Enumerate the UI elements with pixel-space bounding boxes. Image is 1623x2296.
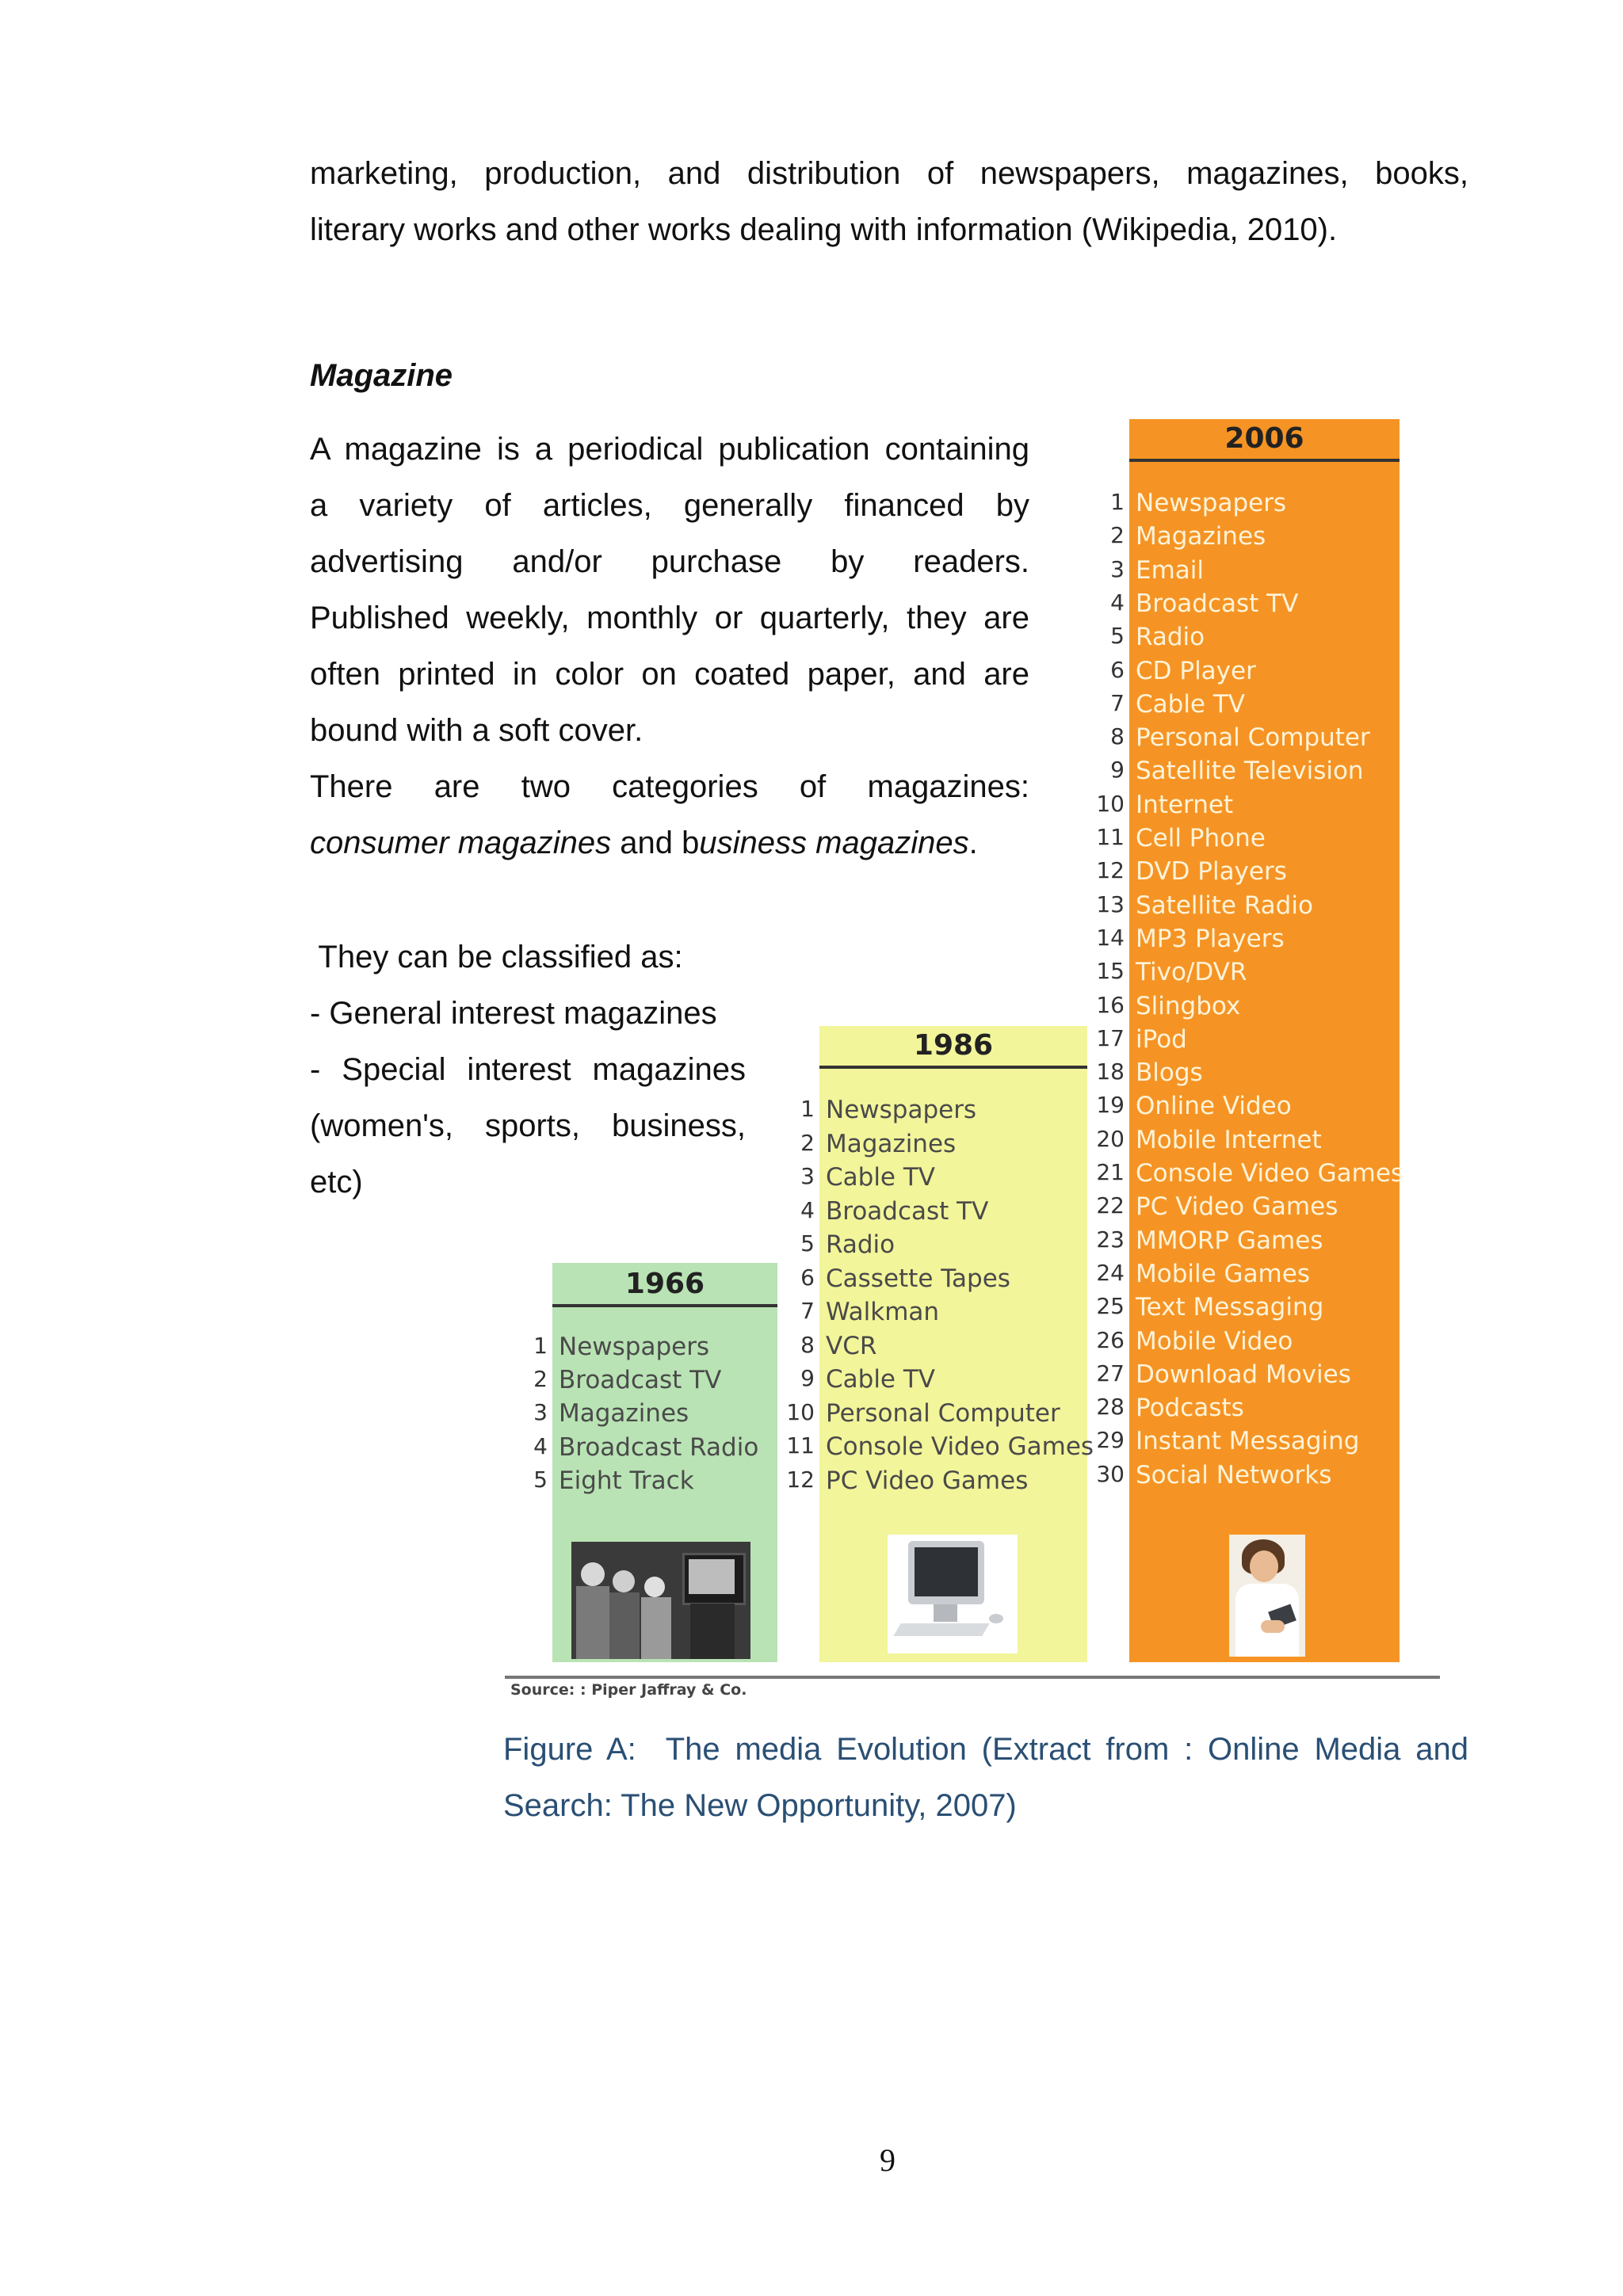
rank-number: 11 <box>786 1432 815 1459</box>
desktop-computer-photo <box>888 1535 1018 1653</box>
rank-label: Social Networks <box>1136 1460 1332 1489</box>
figure-baseline <box>505 1676 1440 1679</box>
rank-label: Internet <box>1136 790 1234 819</box>
rank-label: Mobile Games <box>1136 1259 1310 1288</box>
rank-label: iPod <box>1136 1024 1187 1054</box>
rank-label: PC Video Games <box>1136 1192 1338 1222</box>
rank-number: 5 <box>1110 623 1125 650</box>
rank-number: 23 <box>1096 1226 1125 1253</box>
rank-label: Magazines <box>826 1129 957 1158</box>
rank-label: Console Video Games <box>1136 1159 1404 1188</box>
classification-item-special-cont: (women's, sports, business, <box>310 1108 746 1143</box>
rank-number: 27 <box>1096 1360 1125 1386</box>
categories-line: There are two categories of magazines: <box>310 769 1029 804</box>
rank-number: 16 <box>1096 991 1125 1018</box>
consumer-magazines-term: consumer magazines <box>310 826 612 860</box>
business-magazines-term: usiness magazines <box>699 826 969 860</box>
intro-line-2: literary works and other works dealing with information (Wikipedia, 2010). <box>310 212 1338 247</box>
rank-label: Broadcast TV <box>1136 589 1299 618</box>
rank-label: Personal Computer <box>1136 723 1370 753</box>
rank-number: 3 <box>533 1399 548 1426</box>
rank-number: 6 <box>800 1264 815 1291</box>
categories-period: . <box>968 826 978 860</box>
rank-number: 6 <box>1110 656 1125 683</box>
rank-label: Console Video Games <box>826 1432 1094 1461</box>
intro-line-1: marketing, production, and distribution of newspapers, magazines, books, <box>310 156 1468 191</box>
figure-caption <box>503 1722 1468 1834</box>
rank-label: Mobile Video <box>1136 1326 1293 1356</box>
figure-caption-line-2: Search: The New Opportunity, 2007) <box>503 1788 1017 1823</box>
rank-number: 9 <box>800 1365 815 1391</box>
rank-number: 5 <box>800 1230 815 1257</box>
rank-number: 2 <box>800 1129 815 1156</box>
column-2006 <box>1096 419 1404 1662</box>
rank-label: VCR <box>826 1331 877 1360</box>
magazine-line: A magazine is a periodical publication containing <box>310 432 1029 467</box>
rank-label: Online Video <box>1136 1092 1292 1121</box>
rank-number: 21 <box>1096 1159 1125 1185</box>
rank-label: Cassette Tapes <box>826 1264 1010 1293</box>
rank-label: CD Player <box>1136 656 1256 685</box>
rank-number: 25 <box>1096 1293 1125 1320</box>
rank-label: Instant Messaging <box>1136 1427 1360 1456</box>
classification-item-special-end: etc) <box>310 1165 363 1199</box>
magazine-line: Published weekly, monthly or quarterly, they are <box>310 601 1029 635</box>
rank-number: 1 <box>800 1096 815 1122</box>
rank-label: Broadcast TV <box>826 1196 989 1226</box>
rank-number: 12 <box>1096 857 1125 884</box>
rank-number: 10 <box>1096 790 1125 817</box>
column-year-1966: 1966 <box>624 1268 705 1300</box>
column-rule <box>1129 459 1400 462</box>
rank-label: Mobile Internet <box>1136 1125 1322 1154</box>
rank-number: 12 <box>786 1466 815 1493</box>
rank-number: 3 <box>800 1163 815 1189</box>
rank-number: 30 <box>1096 1460 1125 1487</box>
rank-number: 9 <box>1110 757 1125 784</box>
figure-caption-line-1: Figure A: The media Evolution (Extract from : Online Media and <box>503 1732 1468 1767</box>
rank-label: Download Movies <box>1136 1360 1351 1389</box>
figure-source: Source: : Piper Jaffray & Co. <box>510 1681 747 1699</box>
rank-label: Newspapers <box>559 1333 710 1361</box>
rank-number: 10 <box>786 1398 815 1425</box>
rank-number: 17 <box>1096 1024 1125 1051</box>
rank-number: 22 <box>1096 1192 1125 1219</box>
rank-number: 26 <box>1096 1326 1125 1353</box>
rank-label: Satellite Television <box>1136 757 1364 786</box>
rank-label: MMORP Games <box>1136 1226 1323 1255</box>
rank-label: Magazines <box>559 1399 689 1428</box>
rank-number: 14 <box>1096 924 1125 951</box>
rank-number: 29 <box>1096 1427 1125 1454</box>
rank-label: Cable TV <box>1136 689 1246 719</box>
column-year-2006: 2006 <box>1224 422 1304 455</box>
classification-item-special: - Special interest magazines <box>310 1052 746 1087</box>
rank-label: Tivo/DVR <box>1136 958 1247 987</box>
classification-item-general: - General interest magazines <box>310 996 717 1031</box>
rank-label: Text Messaging <box>1136 1293 1324 1322</box>
rank-label: Podcasts <box>1136 1394 1244 1423</box>
rank-number: 13 <box>1096 891 1125 917</box>
section-heading-magazine: Magazine <box>310 358 453 393</box>
rank-number: 2 <box>533 1366 548 1393</box>
classification-list <box>310 929 746 1211</box>
rank-label: Newspapers <box>1136 489 1287 517</box>
column-1986 <box>786 1026 1094 1662</box>
categories-and: and b <box>611 826 700 860</box>
magazine-paragraph <box>310 421 1029 871</box>
rank-number: 4 <box>800 1196 815 1223</box>
rank-label: Cable TV <box>826 1163 936 1192</box>
rank-label: Walkman <box>826 1298 940 1326</box>
rank-label: Personal Computer <box>826 1398 1060 1428</box>
rank-label: MP3 Players <box>1136 924 1285 953</box>
rank-number: 2 <box>1110 522 1125 549</box>
rank-label: Email <box>1136 555 1205 585</box>
magazine-line: bound with a soft cover. <box>310 713 643 748</box>
rank-label: DVD Players <box>1136 857 1287 887</box>
column-rule <box>819 1066 1087 1069</box>
rank-label: Satellite Radio <box>1136 891 1313 920</box>
rank-number: 20 <box>1096 1125 1125 1152</box>
rank-number: 5 <box>533 1466 548 1493</box>
rank-label: Eight Track <box>559 1466 694 1495</box>
page-number: 9 <box>880 2142 896 2178</box>
magazine-line: a variety of articles, generally financed by <box>310 488 1029 523</box>
rank-number: 7 <box>800 1298 815 1324</box>
rank-label: Broadcast TV <box>559 1366 722 1395</box>
column-1966 <box>533 1263 777 1662</box>
rank-number: 11 <box>1096 824 1125 850</box>
woman-with-pda-photo <box>1229 1535 1305 1657</box>
rank-number: 8 <box>800 1331 815 1358</box>
rank-label: Magazines <box>1136 522 1266 551</box>
rank-number: 24 <box>1096 1259 1125 1286</box>
rank-number: 7 <box>1110 689 1125 716</box>
column-rule <box>552 1304 777 1307</box>
classification-intro: They can be classified as: <box>310 940 683 974</box>
rank-number: 1 <box>1110 489 1125 515</box>
rank-label: Broadcast Radio <box>559 1432 759 1462</box>
rank-number: 1 <box>533 1333 548 1359</box>
rank-number: 3 <box>1110 555 1125 582</box>
categories-types-line <box>310 815 1029 871</box>
rank-number: 19 <box>1096 1092 1125 1119</box>
rank-label: Radio <box>826 1230 896 1259</box>
rank-number: 15 <box>1096 958 1125 985</box>
rank-label: Cable TV <box>826 1365 936 1394</box>
rank-label: Radio <box>1136 623 1205 652</box>
rank-number: 8 <box>1110 723 1125 750</box>
rank-label: PC Video Games <box>826 1466 1029 1495</box>
vintage-tv-family-photo <box>571 1542 750 1659</box>
rank-number: 4 <box>1110 589 1125 616</box>
intro-paragraph <box>310 146 1468 258</box>
magazine-line: often printed in color on coated paper, and are <box>310 657 1029 692</box>
rank-label: Slingbox <box>1136 991 1241 1020</box>
rank-number: 28 <box>1096 1394 1125 1421</box>
rank-number: 4 <box>533 1432 548 1459</box>
rank-label: Newspapers <box>826 1096 977 1124</box>
rank-label: Blogs <box>1136 1058 1203 1088</box>
rank-number: 18 <box>1096 1058 1125 1085</box>
magazine-line: advertising and/or purchase by readers. <box>310 544 1029 579</box>
column-year-1986: 1986 <box>913 1029 994 1062</box>
rank-label: Cell Phone <box>1136 824 1266 852</box>
